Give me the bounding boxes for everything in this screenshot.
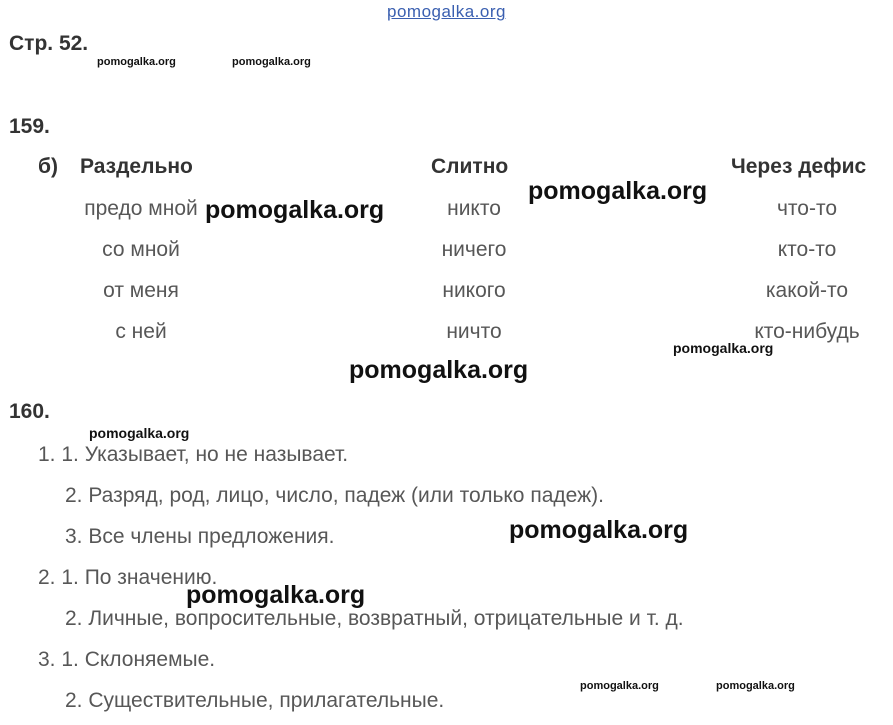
watermark: pomogalka.org: [509, 516, 689, 544]
word-together: ничего: [441, 238, 507, 261]
word-hyphen: кто-нибудь: [754, 320, 860, 343]
watermark-top[interactable]: pomogalka.org: [387, 2, 506, 21]
word-together: никто: [447, 197, 501, 220]
answer-line: 1. 1. Указывает, но не называет.: [38, 443, 349, 466]
answer-line: 2. 1. По значению.: [38, 566, 218, 589]
answer-line: 2. Существительные, прилагательные.: [65, 689, 445, 712]
watermark: pomogalka.org: [528, 177, 708, 205]
column-header-separate: Раздельно: [80, 155, 193, 178]
answer-line: 2. Разряд, род, лицо, число, падеж (или только падеж).: [65, 484, 604, 507]
word-together: ничто: [446, 320, 502, 343]
word-hyphen: кто-то: [777, 238, 837, 261]
word-hyphen: какой-то: [765, 279, 849, 302]
word-separate: с ней: [115, 320, 167, 343]
answer-line: 2. Личные, вопросительные, возвратный, отрицательные и т. д.: [65, 607, 684, 630]
watermark: pomogalka.org: [89, 425, 190, 441]
word-separate: от меня: [103, 279, 179, 302]
watermark: pomogalka.org: [232, 56, 311, 68]
word-together: никого: [442, 279, 506, 302]
watermark: pomogalka.org: [349, 356, 529, 384]
column-header-together: Слитно: [431, 155, 509, 178]
answer-line: 3. Все члены предложения.: [65, 525, 335, 548]
watermark: pomogalka.org: [97, 56, 176, 68]
watermark: pomogalka.org: [205, 196, 385, 224]
word-hyphen: что-то: [776, 197, 838, 220]
answer-line: 3. 1. Склоняемые.: [38, 648, 216, 671]
task-number-159: 159.: [9, 115, 50, 138]
watermark: pomogalka.org: [580, 680, 659, 692]
subtask-letter: б): [38, 155, 58, 178]
watermark: pomogalka.org: [716, 680, 795, 692]
page-label: Стр. 52.: [9, 32, 89, 55]
column-header-hyphen: Через дефис: [731, 155, 867, 178]
task-number-160: 160.: [9, 400, 50, 423]
word-separate: со мной: [102, 238, 180, 261]
watermark: pomogalka.org: [186, 581, 366, 609]
watermark: pomogalka.org: [673, 340, 774, 356]
word-separate: предо мной: [84, 197, 198, 220]
